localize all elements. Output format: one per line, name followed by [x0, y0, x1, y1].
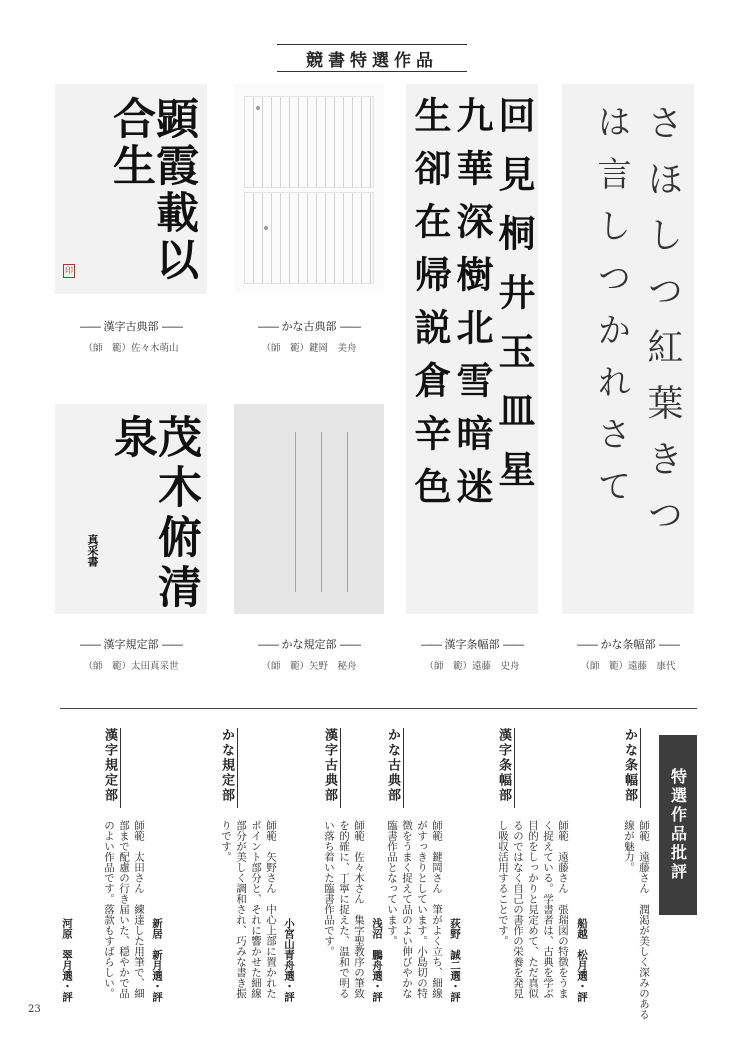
critique-kana-kitei	[150, 728, 278, 1028]
artwork-kanji-joufuku	[406, 84, 538, 614]
artwork-kanji-kitei	[55, 404, 207, 614]
critique-body: 師範 太田さん 練達した用筆で、細部まで配慮の行き届いた、穏やかで品のよい作品です。落款もすばらしい。	[103, 820, 145, 999]
caption-kanji-koten: ―― 漢字古典部 ――	[80, 320, 182, 333]
mentor-kanji-joufuku: （師 範）遠藤 史舟	[424, 661, 520, 672]
page-number: 23	[28, 1004, 41, 1015]
critique-dept: 漢字古典部	[322, 728, 341, 808]
mentor-kana-kitei: （師 範）矢野 秘舟	[261, 661, 357, 672]
mentor-kana-koten: （師 範）鍵岡 美舟	[261, 343, 357, 354]
artwork-kanji-koten	[55, 84, 207, 294]
artwork-kana-koten	[234, 84, 384, 294]
critique-dept: 漢字条幅部	[496, 728, 515, 808]
artwork-line-1: 回見桐井玉皿星	[492, 96, 536, 509]
caption-kanji-kitei: ―― 漢字規定部 ――	[80, 638, 182, 651]
mentor-kana-joufuku: （師 範）遠藤 康代	[580, 661, 676, 672]
caption-kana-joufuku: ―― かな条幅部 ――	[577, 638, 679, 651]
artwork-calligraphy: 顕霞載以合生	[106, 96, 199, 284]
artwork-shikishi-upper	[244, 96, 374, 188]
critique-dept: 漢字規定部	[102, 728, 121, 808]
artwork-kana-strokes	[279, 432, 369, 592]
artwork-line-2: 九華深樹北雪暗迷	[450, 96, 494, 520]
seal-stamp: 印	[63, 264, 75, 278]
artwork-calligraphy: 茂木俯清泉	[106, 414, 201, 614]
critique-kanji-joufuku	[448, 728, 570, 1028]
critique-dept: かな古典部	[385, 728, 404, 808]
critique-body: 師範 鍵岡さん 筆がよく立ち、細線がすっきりとしています。小島切の特徴をうまく捉えて品のよい伸びやかな臨書作品となっています。	[386, 820, 443, 999]
artwork-line-2: は言しつかれさて	[591, 104, 631, 520]
caption-kana-koten: ―― かな古典部 ――	[258, 320, 360, 333]
critique-kanji-kitei	[60, 728, 146, 1028]
page-title: 競書特選作品	[277, 44, 467, 72]
critique-judge: 船越 松月選・評	[576, 918, 588, 1002]
mentor-kanji-kitei: （師 範）太田真采世	[83, 661, 179, 672]
critique-body: 師範 遠藤さん 張瑞図の特徴をうまく捉えている。学書者は、古典を学ぶ目的をしっかりと見定めて、ただ真似るのではなく自己の書作の栄養を発見し吸収活用することです。	[497, 820, 569, 999]
critique-body: 師範 矢野さん 中心上部に置かれたポイント部分と、それに響かせた細線部分が美しく調和され、巧みな書き振りです。	[220, 820, 277, 999]
critique-dept: かな規定部	[219, 728, 238, 808]
critique-kana-joufuku	[575, 728, 651, 1028]
critique-judge: 小宮山青舟選・評	[283, 918, 295, 1002]
artwork-kana-kitei	[234, 404, 384, 614]
critique-body: 師範 佐々木さん 集字聖教序の筆致を的確に、丁寧に捉えた、温和で明るい落ち着いた臨書作品です。	[323, 820, 365, 999]
artwork-line-1: さほしつ紅葉きつ	[642, 104, 683, 552]
critique-heading: 特選作品批評	[659, 735, 697, 915]
mentor-kanji-koten: （師 範）佐々木萌山	[83, 343, 179, 354]
artwork-shikishi-lower	[244, 192, 374, 284]
caption-kana-kitei: ―― かな規定部 ――	[258, 638, 360, 651]
ink-spot	[256, 106, 260, 110]
critique-judge: 河原 翠月選・評	[61, 918, 73, 1002]
critique-judge: 荻野 誠二選・評	[449, 918, 461, 1002]
artwork-signature: 真采書	[86, 534, 99, 567]
critique-body: 師範 遠藤さん 潤渇が美しく深みのある線が魅力。	[623, 820, 650, 1020]
section-divider	[60, 708, 697, 709]
critique-kana-koten	[370, 728, 444, 1028]
artwork-line-3: 生卻在帰説倉辛色	[408, 96, 452, 520]
ink-spot	[264, 226, 268, 230]
caption-kanji-joufuku: ―― 漢字条幅部 ――	[421, 638, 523, 651]
critique-judge: 浅沼 鵬舟選・評	[371, 918, 383, 1002]
critique-dept: かな条幅部	[622, 728, 641, 808]
critique-judge: 新居 新月選・評	[151, 918, 163, 1002]
critique-kanji-koten	[282, 728, 366, 1028]
artwork-kana-joufuku	[562, 84, 694, 614]
